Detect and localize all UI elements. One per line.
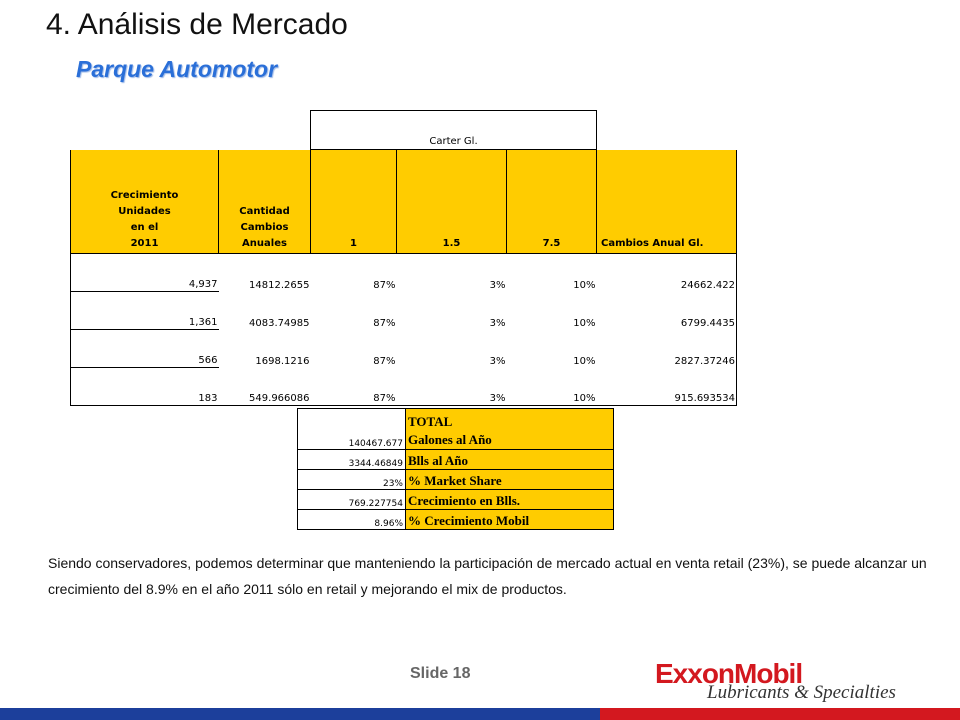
summary-row bbox=[298, 409, 614, 450]
slide-title: 4. Análisis de Mercado bbox=[46, 8, 348, 41]
cell-annual-gallons: 915.693534 bbox=[597, 368, 737, 406]
summary-row bbox=[298, 490, 614, 510]
summary-row bbox=[298, 470, 614, 490]
header-growth-units: Crecimiento Unidades en el 2011 bbox=[71, 150, 219, 254]
cell-pct-7-5: 10% bbox=[507, 368, 597, 406]
summary-value: 23% bbox=[298, 470, 406, 490]
brand-wordmark: ExxonMobil bbox=[655, 658, 803, 689]
summary-row bbox=[298, 450, 614, 470]
summary-table bbox=[297, 408, 614, 530]
header-col-1: 1 bbox=[311, 150, 397, 254]
header-annual-changes: Cantidad Cambios Anuales bbox=[219, 150, 311, 254]
cell-pct-1-5: 3% bbox=[397, 368, 507, 406]
summary-label: Crecimiento en Blls. bbox=[406, 490, 614, 510]
table-row bbox=[71, 254, 737, 292]
cell-pct-1: 87% bbox=[373, 317, 396, 329]
carter-group-header: Carter Gl. bbox=[311, 111, 597, 150]
cell-annual-gallons: 6799.4435 bbox=[597, 292, 737, 330]
cell-changes: 549.966086 bbox=[219, 368, 311, 406]
summary-label: % Market Share bbox=[406, 470, 614, 490]
cell-growth: 4,937 bbox=[71, 254, 219, 292]
summary-value: 3344.46849 bbox=[298, 450, 406, 470]
cell-annual-gallons: 2827.37246 bbox=[597, 330, 737, 368]
summary-value: 140467.677 bbox=[298, 409, 406, 450]
table-row bbox=[71, 292, 737, 330]
summary-label: TOTAL Galones al Año bbox=[406, 409, 614, 450]
summary-row bbox=[298, 510, 614, 530]
cell-growth: 1,361 bbox=[71, 292, 219, 330]
brand-tagline: Lubricants & Specialties bbox=[707, 682, 896, 703]
summary-label: % Crecimiento Mobil bbox=[406, 510, 614, 530]
summary-label: Blls al Año bbox=[406, 450, 614, 470]
cell-pct-1-5: 3% bbox=[397, 254, 507, 292]
vehicle-fleet-table bbox=[70, 110, 737, 406]
cell-annual-gallons: 24662.422 bbox=[597, 254, 737, 292]
cell-pct-7-5: 10% bbox=[507, 254, 597, 292]
cell-pct-1-5: 3% bbox=[489, 317, 506, 329]
cell-changes: 1698.1216 bbox=[255, 355, 310, 367]
slide-subtitle: Parque Automotor bbox=[76, 56, 278, 82]
cell-pct-1: 87% bbox=[311, 368, 397, 406]
footer-bar-red bbox=[600, 708, 960, 720]
cell-growth: 566 bbox=[71, 330, 219, 368]
table-row bbox=[71, 330, 737, 368]
summary-value: 769.227754 bbox=[298, 490, 406, 510]
cell-changes: 14812.2655 bbox=[219, 254, 311, 292]
conclusion-paragraph: Siendo conservadores, podemos determinar que manteniendo la participación de mercado actual en venta retail (23%), se puede alcanzar un crecimiento del 8.9% en el año 2011 sólo en retail y mejorando el mix de productos. bbox=[48, 555, 927, 597]
table-row bbox=[71, 368, 737, 406]
slide-number: Slide 18 bbox=[410, 665, 471, 682]
footer-color-bar bbox=[0, 708, 960, 720]
footer-bar-blue bbox=[0, 708, 600, 720]
header-annual-gallons: Cambios Anual Gl. bbox=[597, 150, 737, 254]
header-col-1-5: 1.5 bbox=[397, 150, 507, 254]
header-col-7-5: 7.5 bbox=[507, 150, 597, 254]
cell-pct-1: 87% bbox=[373, 355, 396, 367]
cell-growth: 183 bbox=[71, 368, 219, 406]
cell-pct-7-5: 10% bbox=[573, 355, 596, 367]
cell-pct-1: 87% bbox=[311, 254, 397, 292]
cell-changes: 4083.74985 bbox=[249, 317, 310, 329]
cell-pct-7-5: 10% bbox=[573, 317, 596, 329]
summary-value: 8.96% bbox=[298, 510, 406, 530]
cell-pct-1-5: 3% bbox=[489, 355, 506, 367]
exxonmobil-logo bbox=[655, 658, 896, 703]
